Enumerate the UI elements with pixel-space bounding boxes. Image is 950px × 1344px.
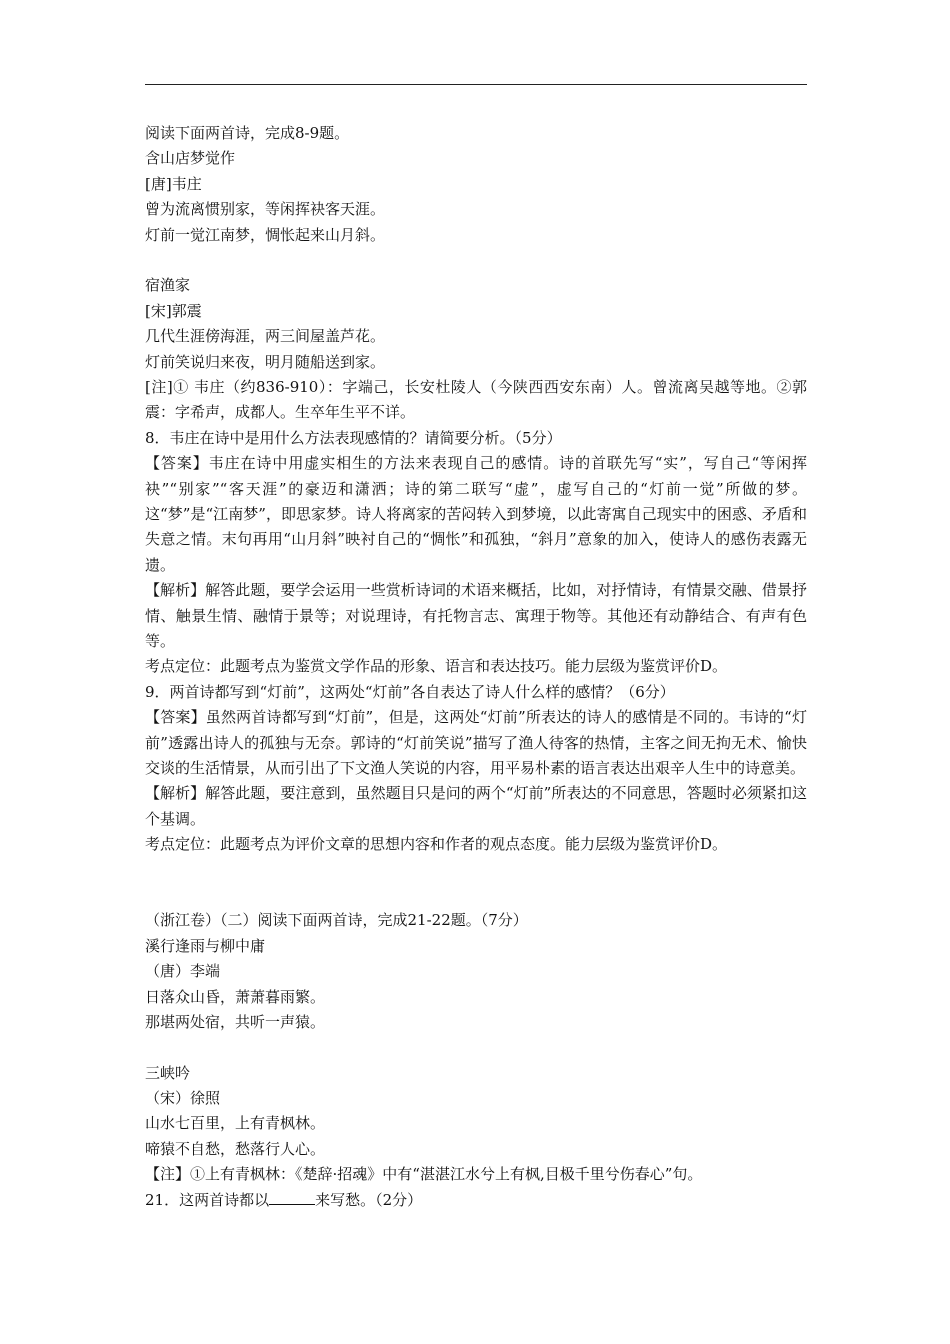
- header-rule: [145, 84, 807, 85]
- answer-blank: [269, 1190, 315, 1205]
- analysis-8: 【解析】解答此题，要学会运用一些赏析诗词的术语来概括，比如，对抒情诗，有情景交融、借景抒情、触景生情、融情于景等；对说理诗，有托物言志、寓理于物等。其他还有动静结合、有声有色等。: [145, 581, 807, 650]
- spacer: [145, 858, 807, 909]
- section2-intro: （浙江卷）（二）阅读下面两首诗，完成21-22题。（7分）: [145, 911, 528, 930]
- poem-title: 溪行逢雨与柳中庸: [145, 936, 266, 955]
- poem-line: 那堪两处宿，共听一声猿。: [145, 1012, 326, 1031]
- poem-line: 几代生涯傍海涯，两三间屋盖芦花。: [145, 327, 386, 346]
- poem-line: 山水七百里，上有青枫林。: [145, 1114, 326, 1133]
- analysis-9: 【解析】解答此题，要注意到，虽然题目只是问的两个“灯前”所表达的不同意思，答题时必须紧扣这个基调。: [145, 784, 807, 828]
- poem-line: 日落众山昏，萧萧暮雨繁。: [145, 987, 326, 1006]
- poem-line: 啼猿不自愁，愁落行人心。: [145, 1139, 326, 1158]
- answer-9: 【答案】虽然两首诗都写到“灯前”，但是，这两处“灯前”所表达的诗人的感情是不同的。韦诗的“灯前”透露出诗人的孤独与无奈。郭诗的“灯前笑说”描写了渔人待客的热情，主客之间无拘无术、愉快交谈的生活情景，从而引出了下文渔人笑说的内容，用平易朴素的语言表达出艰辛人生中的诗意美。: [145, 708, 807, 777]
- spacer: [145, 1035, 807, 1060]
- section1-intro: 阅读下面两首诗，完成8-9题。: [145, 124, 350, 142]
- question-21: [145, 1188, 807, 1213]
- point-9: 考点定位：此题考点为评价文章的思想内容和作者的观点态度。能力层级为鉴赏评价D。: [145, 835, 728, 854]
- poem-line: 曾为流离惯别家，等闲挥袂客天涯。: [145, 200, 386, 219]
- poem-author: [宋]郭震: [145, 301, 202, 320]
- poem-title: 含山店梦觉作: [145, 149, 236, 168]
- document-body: [145, 121, 807, 1213]
- question-21-prefix: 21．这两首诗都以: [145, 1190, 270, 1209]
- note: [注]① 韦庄（约836-910）：字端己，长安杜陵人（今陕西西安东南）人。曾流离吴越等地。②郭震：字希声，成都人。生卒年生平不详。: [145, 377, 807, 422]
- question-9: 9．两首诗都写到“灯前”，这两处“灯前”各自表达了诗人什么样的感情？（6分）: [145, 682, 675, 701]
- poem-line: 灯前笑说归来夜，明月随船送到家。: [145, 352, 386, 371]
- poem-author: （宋）徐照: [145, 1089, 221, 1108]
- question-21-suffix: 来写愁。（2分）: [315, 1190, 423, 1209]
- poem-line: 灯前一觉江南梦，惆怅起来山月斜。: [145, 225, 386, 244]
- poem-author: [唐]韦庄: [145, 174, 202, 193]
- poem-title: 三峡吟: [145, 1063, 191, 1082]
- poem-title: 宿渔家: [145, 276, 191, 295]
- poem-author: （唐）李端: [145, 962, 221, 981]
- note: 【注】①上有青枫林：《楚辞·招魂》中有“湛湛江水兮上有枫,目极千里兮伤春心”句。: [145, 1165, 703, 1184]
- question-8: 8．韦庄在诗中是用什么方法表现感情的？请简要分析。（5分）: [145, 428, 562, 447]
- answer-8: 【答案】韦庄在诗中用虚实相生的方法来表现自己的感情。诗的首联先写“实”，写自己“等闲挥袂”“别家”“客天涯”的豪迈和潇洒；诗的第二联写“虚”，虚写自己的“灯前一觉”所做的梦。这“梦”是“江南梦”，即思家梦。诗人将离家的苦闷转入到梦境，以此寄寓自己现实中的困惑、矛盾和失意之情。末句再用“山月斜”映衬自己的“惆怅”和孤独，“斜月”意象的加入，使诗人的感伤表露无遗。: [145, 454, 807, 574]
- spacer: [145, 248, 807, 273]
- point-8: 考点定位：此题考点为鉴赏文学作品的形象、语言和表达技巧。能力层级为鉴赏评价D。: [145, 657, 728, 676]
